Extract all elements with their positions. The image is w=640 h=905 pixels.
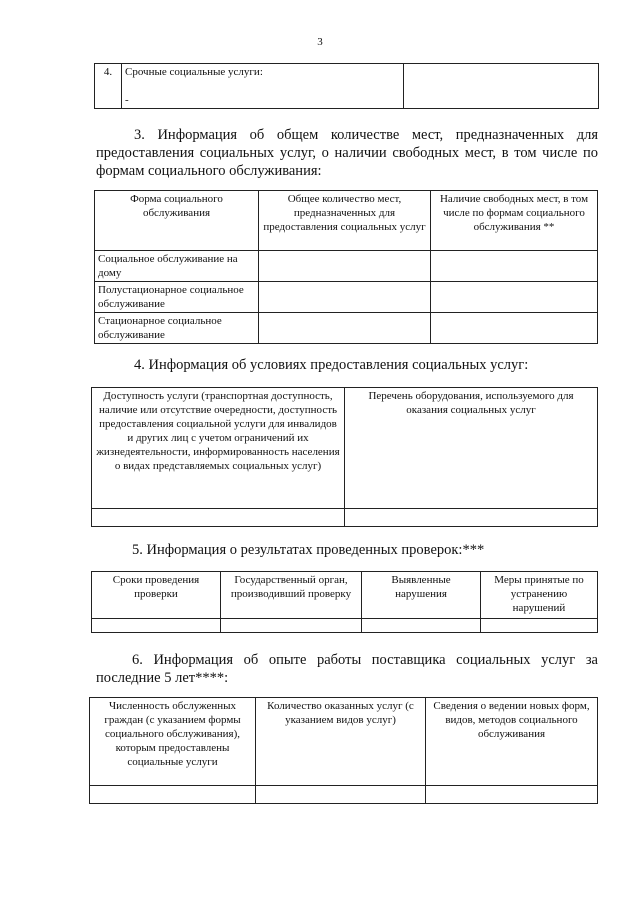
inspections-cell	[362, 619, 481, 633]
section4-heading: 4. Информация об условиях предоставления социальных услуг:	[134, 357, 529, 373]
conditions-cell	[92, 509, 345, 527]
experience-cell	[90, 786, 256, 804]
inspections-cell	[92, 619, 221, 633]
urgent-services-table	[94, 63, 599, 109]
section3-heading: 3. Информация об общем количестве мест, предназначенных для предоставления социальных услуг, о наличии свободных мест, в том числе по формам социального обслуживания:	[96, 127, 598, 179]
experience-table	[89, 697, 598, 804]
experience-cell	[426, 786, 598, 804]
places-row-stationary: Стационарное социальное обслуживание	[95, 313, 259, 344]
row-number: 4.	[95, 64, 122, 109]
experience-header-new-forms: Сведения о ведении новых форм, видов, методов социального обслуживания	[426, 698, 598, 786]
section5-heading: 5. Информация о результатах проведенных проверок:***	[132, 542, 485, 558]
places-cell	[259, 251, 431, 282]
places-cell	[431, 251, 598, 282]
conditions-cell	[345, 509, 598, 527]
urgent-services-label: Срочные социальные услуги:	[125, 66, 263, 78]
inspections-header-dates: Сроки проведения проверки	[92, 572, 221, 619]
conditions-table	[91, 387, 598, 527]
places-cell	[431, 282, 598, 313]
urgent-services-cell	[122, 64, 404, 109]
inspections-table	[91, 571, 598, 633]
urgent-services-dash: -	[125, 94, 129, 106]
experience-cell	[256, 786, 426, 804]
places-header-free: Наличие свободных мест, в том числе по формам социального обслуживания **	[431, 191, 598, 251]
experience-header-services: Количество оказанных услуг (с указанием видов услуг)	[256, 698, 426, 786]
conditions-header-equipment: Перечень оборудования, используемого для оказания социальных услуг	[345, 388, 598, 509]
inspections-header-authority: Государственный орган, производивший проверку	[221, 572, 362, 619]
places-cell	[431, 313, 598, 344]
places-table	[94, 190, 598, 344]
places-cell	[259, 313, 431, 344]
places-header-total: Общее количество мест, предназначенных для предоставления социальных услуг	[259, 191, 431, 251]
inspections-cell	[221, 619, 362, 633]
inspections-header-measures: Меры принятые по устранению нарушений	[481, 572, 598, 619]
inspections-header-violations: Выявленные нарушения	[362, 572, 481, 619]
inspections-cell	[481, 619, 598, 633]
places-row-semi: Полустационарное социальное обслуживание	[95, 282, 259, 313]
section6-heading: 6. Информация об опыте работы поставщика социальных услуг за последние 5 лет****:	[96, 652, 598, 686]
urgent-services-value	[404, 64, 599, 109]
conditions-header-accessibility: Доступность услуги (транспортная доступность, наличие или отсутствие очередности, доступность предоставления социальной услуги для инвалидов и других лиц с учетом ограничений их жизнедеятельности, информированность населения о видах представляемых социальных услуг)	[92, 388, 345, 509]
experience-header-citizens: Численность обслуженных граждан (с указанием формы социального обслуживания), которым предоставлены социальные услуги	[90, 698, 256, 786]
places-row-home: Социальное обслуживание на дому	[95, 251, 259, 282]
page-number: 3	[317, 36, 323, 48]
places-cell	[259, 282, 431, 313]
places-header-form: Форма социального обслуживания	[95, 191, 259, 251]
